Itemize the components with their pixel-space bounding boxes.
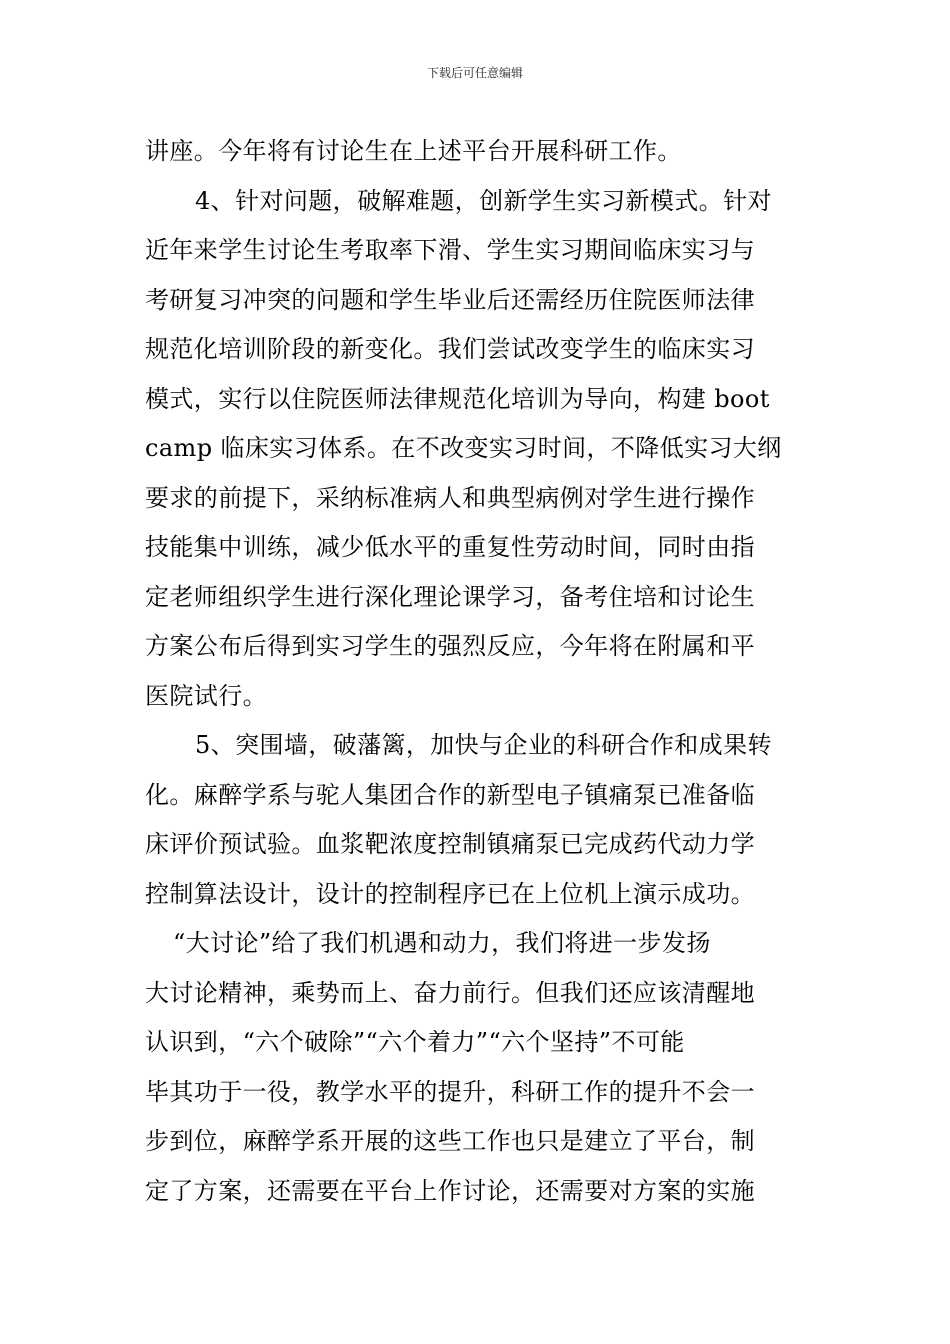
text-line: 考研复习冲突的问题和学生毕业后还需经历住院医师法律 <box>145 285 755 314</box>
text-line: 技能集中训练，减少低水平的重复性劳动时间，同时由指 <box>145 533 755 561</box>
text-line: 方案公布后得到实习学生的强烈反应，今年将在附属和平 <box>145 632 755 660</box>
text-line: 认识到，“六个破除”“六个着力”“六个坚持”不可能 <box>145 1028 685 1056</box>
text-line: 要求的前提下，采纳标准病人和典型病例对学生进行操作 <box>145 483 755 512</box>
text-line: 化。麻醉学系与驼人集团合作的新型电子镇痛泵已准备临 <box>145 780 755 809</box>
text-line: 毕其功于一役，教学水平的提升，科研工作的提升不会一 <box>145 1077 755 1106</box>
text-line-paragraph-start: 5、突围墙，破藩篱，加快与企业的科研合作和成果转 <box>195 731 772 759</box>
text-line-paragraph-start: “大讨论”给了我们机遇和动力，我们将进一步发扬 <box>173 929 711 957</box>
text-line: 定老师组织学生进行深化理论课学习，备考住培和讨论生 <box>145 582 755 611</box>
text-line: 规范化培训阶段的新变化。我们尝试改变学生的临床实习 <box>145 335 755 363</box>
text-line: 床评价预试验。血浆靶浓度控制镇痛泵已完成药代动力学 <box>145 830 755 858</box>
text-line: 讲座。今年将有讨论生在上述平台开展科研工作。 <box>145 137 682 165</box>
text-line: 医院试行。 <box>145 681 267 710</box>
text-line: camp 临床实习体系。在不改变实习时间，不降低实习大纲 <box>145 434 782 462</box>
text-line: 近年来学生讨论生考取率下滑、学生实习期间临床实习与 <box>145 236 755 264</box>
text-line: 模式，实行以住院医师法律规范化培训为导向，构建 boot <box>145 384 770 413</box>
text-line: 步到位，麻醉学系开展的这些工作也只是建立了平台，制 <box>145 1127 755 1155</box>
text-line-paragraph-start: 4、针对问题，破解难题，创新学生实习新模式。针对 <box>195 186 772 215</box>
document-body <box>145 129 807 1218</box>
text-line: 大讨论精神，乘势而上、奋力前行。但我们还应该清醒地 <box>145 978 755 1007</box>
text-line: 控制算法设计，设计的控制程序已在上位机上演示成功。 <box>145 879 755 908</box>
text-line: 定了方案，还需要在平台上作讨论，还需要对方案的实施 <box>145 1176 755 1205</box>
page-header: 下载后可任意编辑 <box>426 66 523 80</box>
